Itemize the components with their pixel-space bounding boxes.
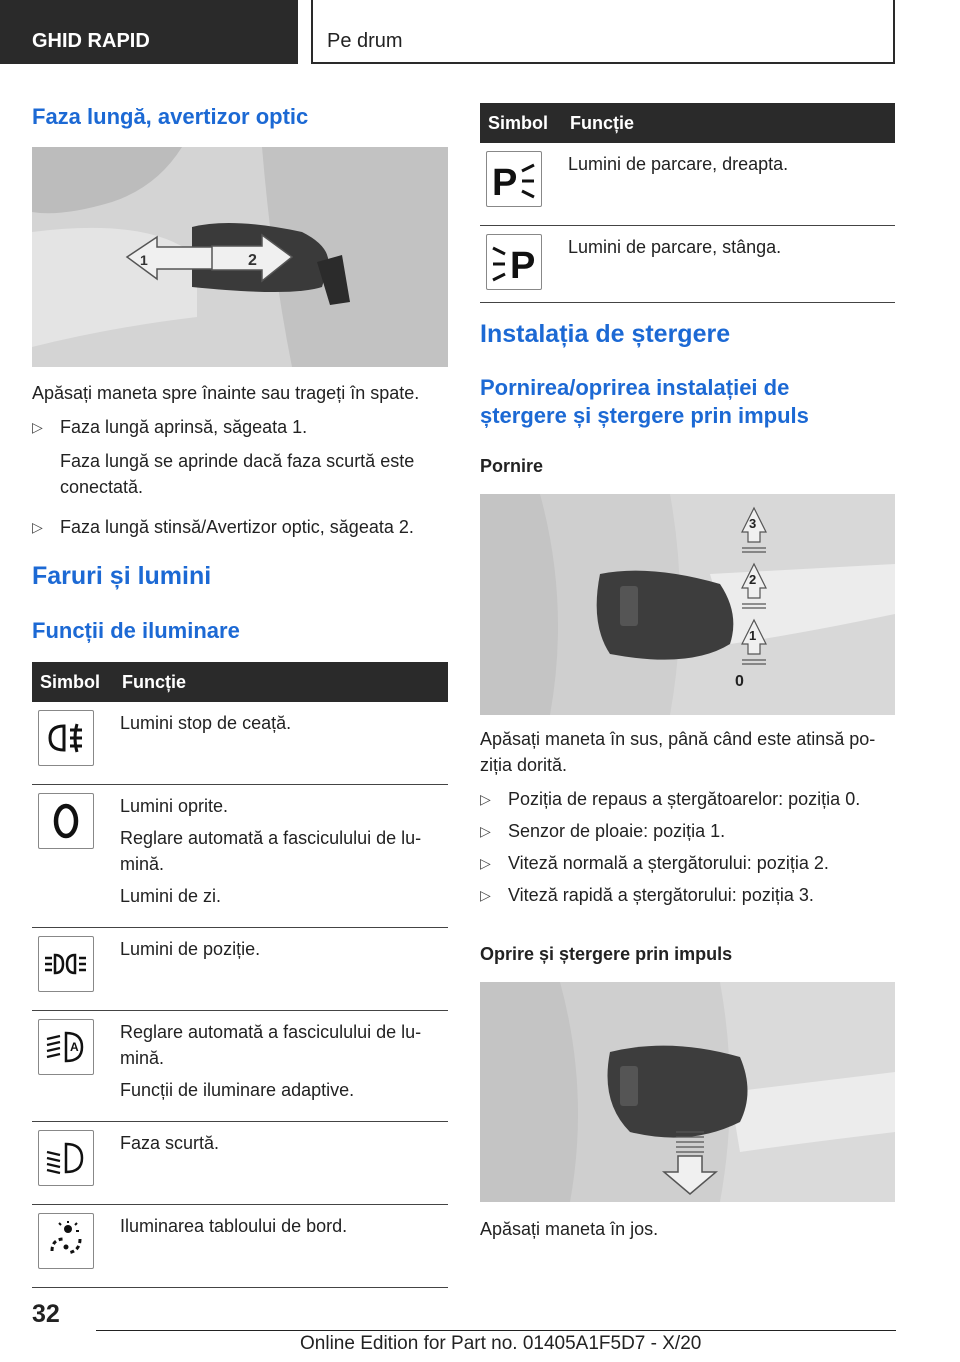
table-cell-text: Lumini stop de ceață. — [120, 713, 292, 733]
wiper-instruction: Apăsați maneta în sus, până când este atinsă po-ziția dorită. — [480, 729, 876, 775]
list-item-note: Faza lungă se aprinde dacă faza scurtă este conectată. — [60, 451, 415, 497]
wiper-lever-down-illustration — [480, 982, 895, 1202]
table-cell-text: Funcții de iluminare adaptive. — [120, 1080, 355, 1100]
wiper-label-3: 3 — [749, 516, 757, 531]
table-row — [32, 1122, 448, 1205]
table-header-symbol: Simbol — [32, 662, 114, 702]
footer-edition: Online Edition for Part no. 01405A1F5D7 - X/20 — [300, 1333, 702, 1354]
svg-text:A: A — [70, 1040, 79, 1054]
subheading-stop-and-pulse: Oprire și ștergere prin impuls — [480, 944, 733, 964]
list-item: ▷ Poziția de repaus a ștergătoarelor: poziția 0. — [480, 786, 895, 812]
subsection-title-lighting-functions: Funcții de iluminare — [32, 618, 240, 643]
list-item: ▷ Faza lungă aprinsă, săgeata 1. — [32, 414, 448, 440]
table-row — [32, 785, 448, 928]
wiper-bullets — [480, 786, 895, 908]
table-header-symbol: Simbol — [480, 103, 562, 143]
table-header-function: Funcție — [562, 103, 895, 143]
parking-left-icon — [486, 234, 542, 290]
fog-light-icon — [38, 710, 94, 766]
list-item: ▷ Faza lungă stinsă/Avertizor optic, săgeata 2. — [32, 514, 448, 540]
list-item: ▷ Senzor de ploaie: poziția 1. — [480, 818, 895, 844]
table-cell-text: Lumini de parcare, dreapta. — [568, 154, 789, 174]
low-beam-icon — [38, 1130, 94, 1186]
pulse-instruction: Apăsați maneta în jos. — [480, 1219, 659, 1239]
table-cell-text: Iluminarea tabloului de bord. — [120, 1216, 348, 1236]
table-cell-text: Lumini de zi. — [120, 886, 222, 906]
table-cell-text: Lumini de parcare, stânga. — [568, 237, 782, 257]
table-row — [32, 702, 448, 785]
bullet-triangle-icon: ▷ — [480, 823, 491, 839]
high-beam-lever-illustration — [32, 147, 448, 367]
bullet-triangle-icon: ▷ — [480, 887, 491, 903]
wiper-label-2: 2 — [749, 572, 757, 587]
section-title-wipers: Instalația de ștergere — [480, 320, 731, 348]
table-header-function: Funcție — [114, 662, 448, 702]
dashboard-light-icon — [38, 1213, 94, 1269]
table-cell-text: Faza scurtă. — [120, 1133, 220, 1153]
bullet-triangle-icon: ▷ — [480, 791, 491, 807]
wiper-label-1: 1 — [749, 628, 757, 643]
bullet-triangle-icon: ▷ — [32, 419, 43, 435]
table-row — [32, 928, 448, 1011]
table-row — [480, 226, 895, 303]
header-chapter: Pe drum — [311, 0, 895, 64]
wiper-label-0: 0 — [735, 673, 744, 690]
header-section: GHID RAPID — [0, 0, 298, 64]
list-item: ▷ Viteză normală a ștergătorului: poziția 2. — [480, 850, 895, 876]
bullet-triangle-icon: ▷ — [32, 519, 43, 535]
footer-divider — [96, 1330, 896, 1331]
parking-right-icon — [486, 151, 542, 207]
section-title-high-beam: Faza lungă, avertizor optic — [32, 104, 309, 129]
table-cell-text: Lumini de poziție. — [120, 939, 261, 959]
arrow-label-2: 2 — [248, 252, 257, 269]
high-beam-instruction: Apăsați maneta spre înainte sau trageți în spate. — [32, 383, 420, 403]
section-title-lights: Faruri și lumini — [32, 562, 212, 590]
table-row — [480, 143, 895, 226]
table-cell-text: Lumini oprite. — [120, 796, 229, 816]
lighting-functions-table — [32, 662, 448, 1288]
list-item: ▷ Viteză rapidă a ștergătorului: poziția 3. — [480, 882, 895, 908]
table-row — [32, 1205, 448, 1288]
page-number: 32 — [32, 1300, 60, 1328]
wiper-lever-up-illustration — [480, 494, 895, 715]
parking-lights-table — [480, 103, 895, 303]
svg-text:P: P — [492, 162, 518, 201]
bullet-triangle-icon: ▷ — [480, 855, 491, 871]
table-cell-text: Reglare automată a fasciculului de lu-mină. — [120, 828, 422, 874]
subsection-title-wiper-control: Pornirea/oprirea instalației de ștergere și ștergere prin impuls — [480, 375, 809, 428]
lights-off-icon — [38, 793, 94, 849]
high-beam-bullets — [32, 414, 448, 540]
arrow-label-1: 1 — [140, 252, 148, 268]
table-cell-text: Reglare automată a fasciculului de lu-mină. — [120, 1022, 422, 1068]
table-row — [32, 1011, 448, 1122]
position-lights-icon — [38, 936, 94, 992]
svg-text:P: P — [510, 245, 536, 284]
subheading-start: Pornire — [480, 456, 544, 476]
auto-beam-icon — [38, 1019, 94, 1075]
